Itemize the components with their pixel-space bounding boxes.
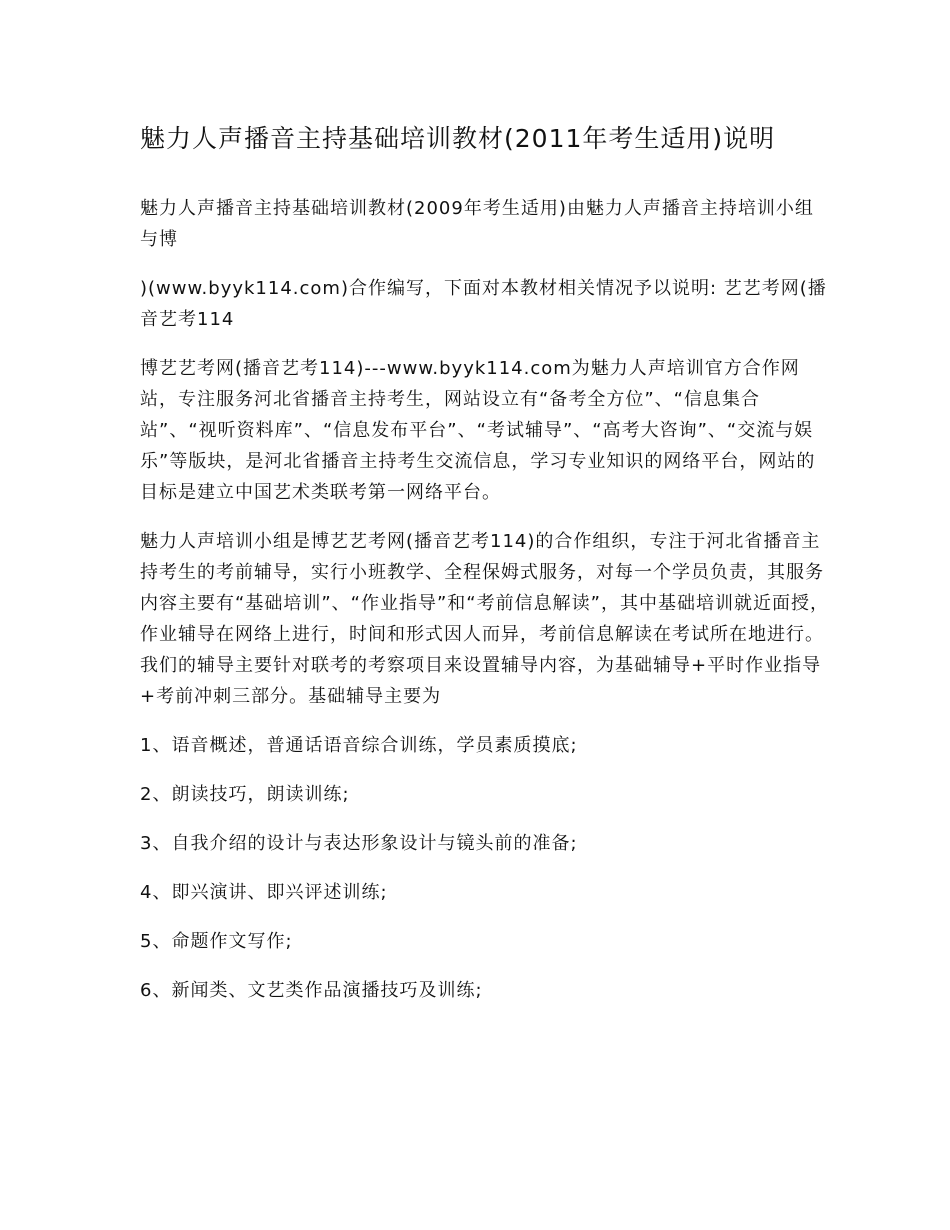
list-item: 2、朗读技巧，朗读训练;	[140, 784, 350, 805]
intro-paragraph: 魅力人声播音主持基础培训教材(2009年考生适用)由魅力人声播音主持培训小组与博	[140, 198, 814, 250]
list-item: 5、命题作文写作;	[140, 931, 293, 952]
training-group-paragraph: 魅力人声培训小组是博艺艺考网(播音艺考114)的合作组织，专注于河北省播音主持考生的考前辅导，实行小班教学、全程保姆式服务，对每一个学员负责，其服务内容主要有“基础培训”、“作业指导”和“考前信息解读”，其中基础培训就近面授，作业辅导在网络上进行，时间和形式因人而异，考前信息解读在考试所在地进行。我们的辅导主要针对联考的考察项目来设置辅导内容，为基础辅导+平时作业指导+考前冲刺三部分。基础辅导主要为	[140, 531, 829, 707]
course-list	[140, 730, 830, 1006]
list-item: 3、自我介绍的设计与表达形象设计与镜头前的准备;	[140, 833, 578, 854]
document-title: 魅力人声播音主持基础培训教材(2011年考生适用)说明	[140, 124, 776, 153]
website-paragraph: 博艺艺考网(播音艺考114)---www.byyk114.com为魅力人声培训官方合作网站，专注服务河北省播音主持考生，网站设立有“备考全方位”、“信息集合站”、“视听资料库”、“信息发布平台”、“考试辅导”、“高考大咨询”、“交流与娱乐”等版块，是河北省播音主持考生交流信息，学习专业知识的网络平台，网站的目标是建立中国艺术类联考第一网络平台。	[140, 358, 816, 503]
document-page	[140, 118, 830, 1024]
list-item: 4、即兴演讲、即兴评述训练;	[140, 882, 388, 903]
cooperation-paragraph: )(www.byyk114.com)合作编写，下面对本教材相关情况予以说明: 艺艺考网(播音艺考114	[140, 278, 827, 330]
list-item: 6、新闻类、文艺类作品演播技巧及训练;	[140, 980, 483, 1001]
list-item: 1、语音概述，普通话语音综合训练，学员素质摸底;	[140, 735, 578, 756]
